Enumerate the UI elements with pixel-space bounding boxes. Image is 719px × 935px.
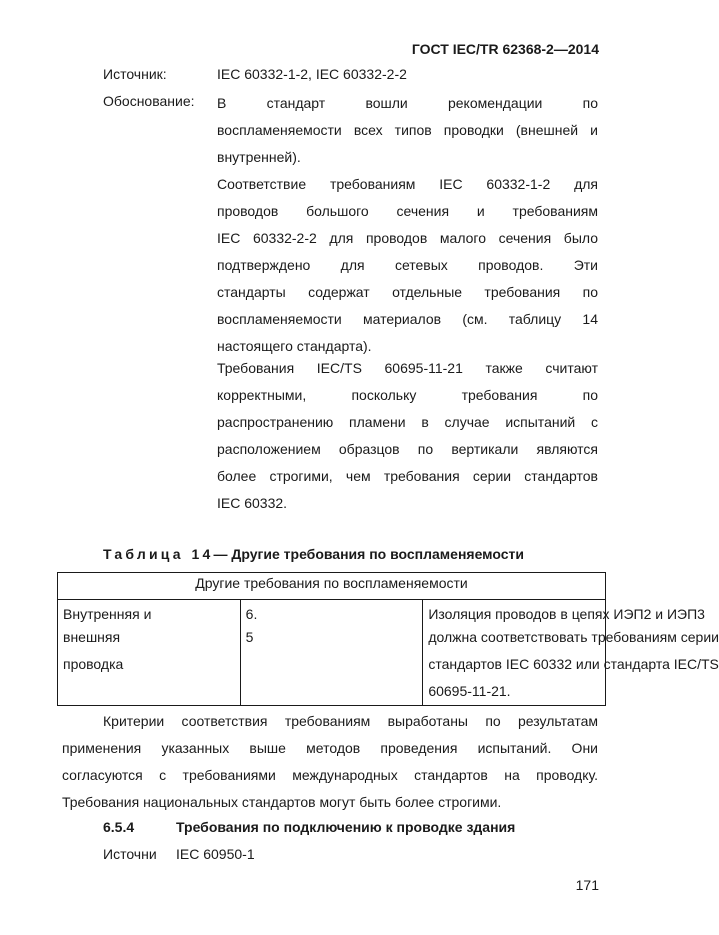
rationale-paragraph-2 [217,174,598,363]
table-row [58,600,606,706]
text-line: IEC 60332. [217,495,288,511]
table-caption-number: 14 [191,546,214,562]
table-cell-requirement [423,600,719,706]
cell-line: должна соответствовать требованиям серии [428,629,719,645]
text-line: распространению пламени в случае испытаний с [217,414,598,430]
text-line: внутренней). [217,149,301,165]
cell-line: Внутренняя и [63,606,152,622]
table-cell-clause [240,600,423,706]
source-value: IEC 60332-1-2, IEC 60332-2-2 [217,66,407,82]
text-line: воспламеняемости материалов (см. таблицу 14 [217,311,598,327]
text-line: более строгими, чем требования серии стандартов [217,468,598,484]
cell-line: 5 [245,629,254,645]
page-number: 171 [575,877,599,893]
text-line: IEC 60332-2-2 для проводов малого сечения было [217,230,598,246]
cell-line: 6. [245,606,258,622]
table-caption-label: Таблица [103,546,184,562]
cell-line: 60695-11-21. [428,683,511,699]
cell-line: Изоляция проводов в цепях ИЭП2 и ИЭП3 [428,606,705,622]
rationale-label: Обоснование: [103,93,195,109]
text-line: воспламеняемости всех типов проводки (внешней и [217,122,598,138]
table-caption [103,546,524,562]
cell-line: проводка [63,656,124,672]
table-cell-wiring [58,600,241,706]
section-number: 6.5.4 [103,819,135,835]
source-label: Источник: [103,66,167,82]
text-line: В стандарт вошли рекомендации по [217,95,598,111]
criteria-paragraph [62,711,598,819]
text-line: согласуются с требованиями международных стандартов на проводку. [62,767,598,783]
text-line: расположением образцов по вертикали являются [217,441,598,457]
document-header: ГОСТ IEC/TR 62368-2—2014 [411,41,599,57]
section-title: Требования по подключению к проводке здания [176,819,516,835]
cell-line: внешняя [63,629,121,645]
table-header: Другие требования по воспламеняемости [58,573,606,600]
source2-value: IEC 60950-1 [176,846,255,862]
text-line: Требования национальных стандартов могут быть более строгими. [62,794,502,810]
text-line: стандарты содержат отдельные требования по [217,284,598,300]
text-line: проводов большого сечения и требованиям [217,203,598,219]
text-line: корректными, поскольку требования по [217,387,598,403]
cell-line: стандартов IEC 60332 или стандарта IEC/TS [428,656,719,672]
text-line: Критерии соответствия требованиям выработаны по результатам [103,713,598,729]
text-line: Требования IEC/TS 60695-11-21 также считают [217,360,598,376]
text-line: применения указанных выше методов проведения испытаний. Они [62,740,598,756]
rationale-paragraph-3 [217,358,598,520]
text-line: настоящего стандарта). [217,338,372,354]
table-caption-title: — Другие требования по воспламеняемости [213,546,524,562]
text-line: подтверждено для сетевых проводов. Эти [217,257,598,273]
source2-label: Источни [103,846,157,862]
text-line: Соответствие требованиям IEC 60332-1-2 для [217,176,598,192]
requirements-table [57,572,719,706]
rationale-paragraph-1 [217,93,598,174]
